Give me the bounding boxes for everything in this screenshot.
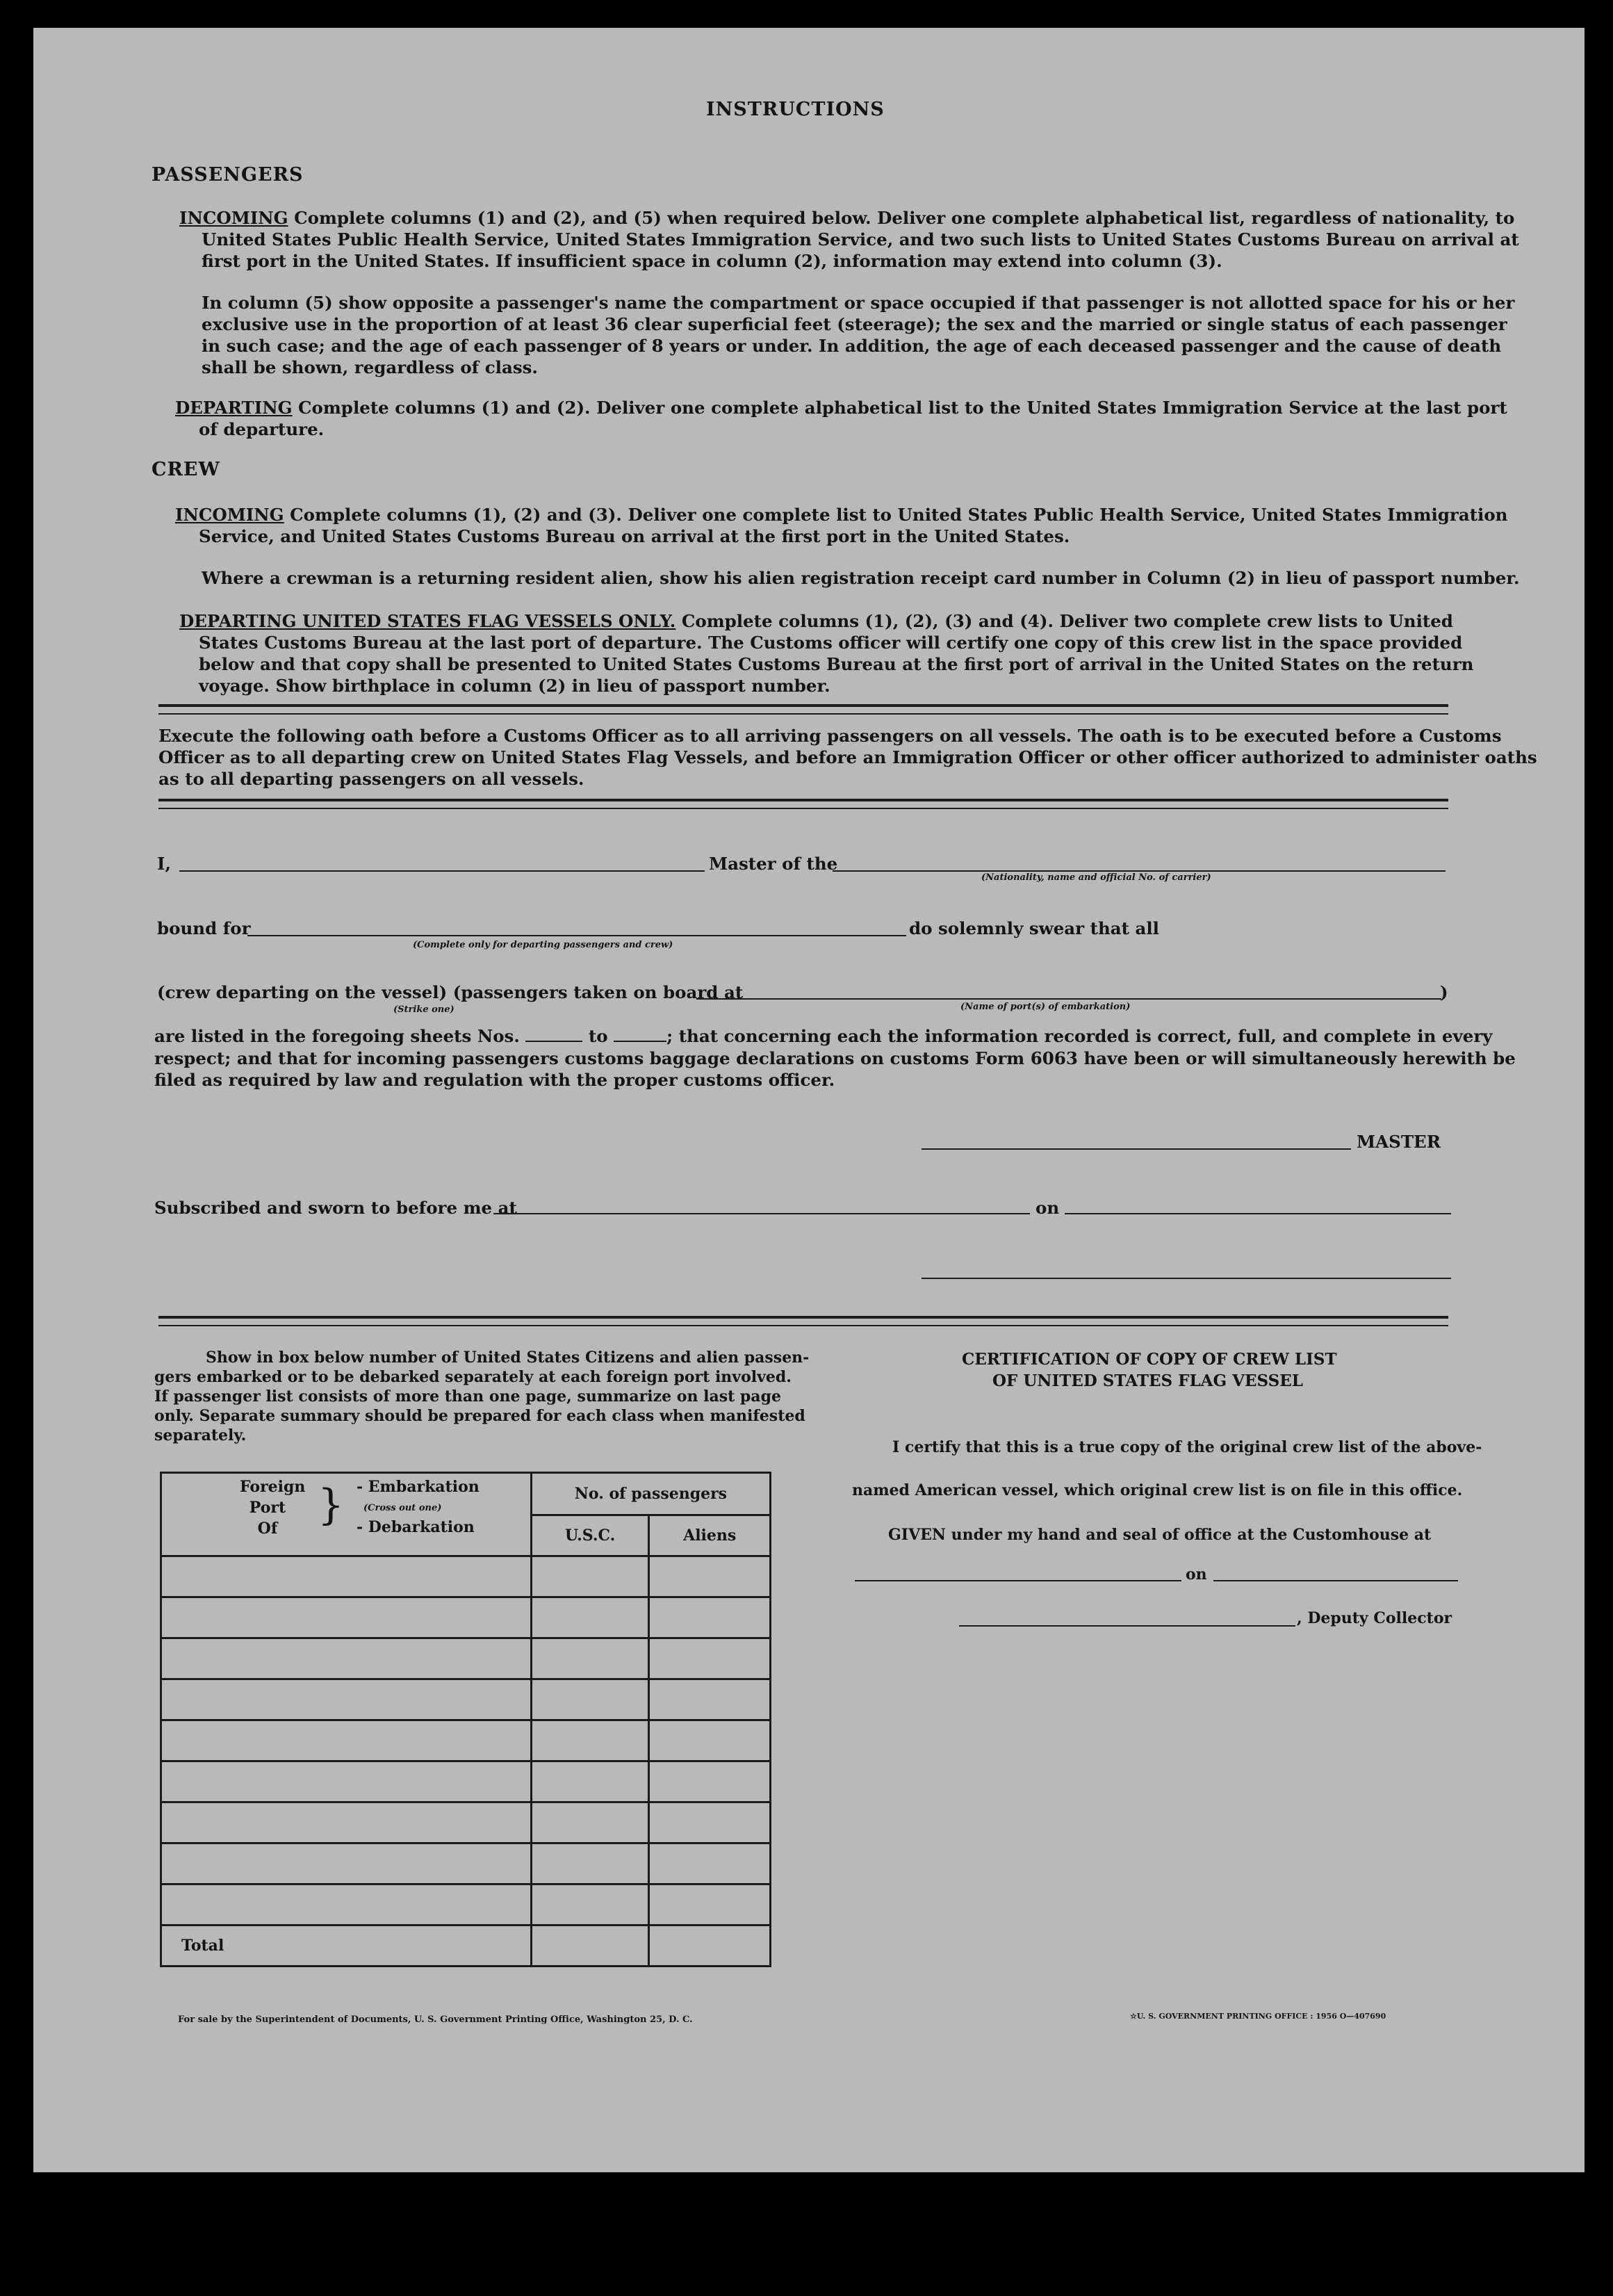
port-cell[interactable]	[161, 1638, 532, 1679]
passengers-heading: PASSENGERS	[152, 164, 304, 186]
passengers-incoming-label: INCOMING	[179, 208, 288, 228]
summary-intro-line-5: separately.	[154, 1426, 247, 1444]
summary-intro-line-2: gers embarked or to be debarked separately at each foreign port involved.	[154, 1368, 792, 1386]
given-line: GIVEN under my hand and seal of office at the Customhouse at	[888, 1526, 1432, 1544]
table-row	[161, 1720, 771, 1761]
close-paren: )	[1440, 982, 1448, 1002]
port-cell[interactable]	[161, 1597, 532, 1638]
of-label: Of	[257, 1520, 278, 1538]
footer-sale-note: For sale by the Superintendent of Documents, U. S. Government Printing Office, Washington 25, D. C.	[178, 2014, 693, 2025]
foreign-label: Foreign	[240, 1478, 306, 1496]
passengers-incoming-line-3: first port in the United States. If insufficient space in column (2), information may extend into column (3).	[202, 251, 1222, 271]
crew-departing-line-2: States Customs Bureau at the last port of departure. The Customs officer will certify one copy of this crew list in the space provided	[199, 633, 1463, 653]
aliens-cell[interactable]	[649, 1761, 771, 1802]
named-vessel-line: named American vessel, which original crew list is on file in this office.	[852, 1481, 1463, 1499]
port-cell[interactable]	[161, 1843, 532, 1884]
usc-cell[interactable]	[531, 1556, 649, 1597]
certification-on-label: on	[1186, 1565, 1207, 1583]
double-rule	[158, 704, 1448, 715]
no-of-passengers-header: No. of passengers	[531, 1473, 770, 1515]
certification-title-line-1: CERTIFICATION OF COPY OF CREW LIST	[962, 1350, 1337, 1369]
master-of-the-label: Master of the	[709, 854, 838, 874]
passengers-departing-line-2: of departure.	[199, 419, 325, 439]
usc-total-cell[interactable]	[531, 1925, 649, 1967]
usc-cell[interactable]	[531, 1679, 649, 1720]
oath-i-label: I,	[157, 854, 171, 874]
carrier-field[interactable]	[833, 870, 1446, 872]
crew-departing-line-4: voyage. Show birthplace in column (2) in lieu of passport number.	[199, 676, 830, 696]
customhouse-field[interactable]	[855, 1580, 1181, 1581]
brace-icon: }	[318, 1481, 345, 1529]
deputy-signature-field[interactable]	[959, 1625, 1295, 1627]
summary-intro-line-1: Show in box below number of United States Citizens and alien passen-	[206, 1349, 810, 1367]
bound-for-field[interactable]	[247, 935, 906, 936]
aliens-cell[interactable]	[649, 1720, 771, 1761]
port-cell[interactable]	[161, 1556, 532, 1597]
foreign-port-header	[161, 1473, 532, 1556]
sheet-from-field[interactable]	[525, 1041, 582, 1042]
port-label: Port	[249, 1499, 286, 1517]
table-row	[161, 1761, 771, 1802]
oath-instructions-line-2: Officer as to all departing crew on United States Flag Vessels, and before an Immigration Officer or other officer authorized to administer oaths	[158, 747, 1537, 767]
certification-title-line-2: OF UNITED STATES FLAG VESSEL	[992, 1371, 1303, 1390]
ports-caption: (Name of port(s) of embarkation)	[960, 1002, 1131, 1012]
certify-line: I certify that this is a true copy of the original crew list of the above-	[892, 1438, 1482, 1456]
sworn-date-field[interactable]	[1065, 1213, 1451, 1214]
aliens-cell[interactable]	[649, 1638, 771, 1679]
crew-incoming-line-2: Service, and United States Customs Bureau on arrival at the first port in the United States.	[199, 526, 1070, 546]
column5-line-4: shall be shown, regardless of class.	[202, 357, 538, 377]
double-rule	[158, 1316, 1448, 1326]
crew-departing-line-1: DEPARTING UNITED STATES FLAG VESSELS ONLY. Complete columns (1), (2), (3) and (4). Deliver two complete crew lists to United	[179, 611, 1453, 631]
aliens-cell[interactable]	[649, 1556, 771, 1597]
aliens-cell[interactable]	[649, 1597, 771, 1638]
usc-cell[interactable]	[531, 1597, 649, 1638]
deputy-collector-label: , Deputy Collector	[1297, 1609, 1452, 1627]
column5-line-2: exclusive use in the proportion of at least 36 clear superficial feet (steerage); the sex and the married or single status of each passenger	[202, 314, 1507, 334]
master-name-field[interactable]	[179, 870, 705, 872]
table-row	[161, 1884, 771, 1925]
crew-departing-line-3: below and that copy shall be presented to United States Customs Bureau at the first port of arrival in the United States on the return	[199, 654, 1474, 674]
strike-one-caption: (Strike one)	[393, 1004, 455, 1015]
crew-heading: CREW	[152, 459, 220, 480]
total-row	[161, 1925, 771, 1967]
filed-line: filed as required by law and regulation with the proper customs officer.	[154, 1070, 835, 1090]
usc-cell[interactable]	[531, 1638, 649, 1679]
aliens-header: Aliens	[649, 1515, 771, 1556]
swear-label: do solemnly swear that all	[909, 918, 1159, 938]
crew-incoming-line-1: INCOMING Complete columns (1), (2) and (3). Deliver one complete list to United States Public Health Service, United States Immigration	[175, 505, 1508, 525]
aliens-cell[interactable]	[649, 1884, 771, 1925]
crew-passengers-label: (crew departing on the vessel) (passengers taken on board at	[157, 982, 744, 1002]
passengers-departing-line-1: DEPARTING Complete columns (1) and (2). Deliver one complete alphabetical list to the United States Immigration Service at the last port	[175, 398, 1507, 418]
respect-line: respect; and that for incoming passengers customs baggage declarations on customs Form 6063 have been or will simultaneously herewith be	[154, 1048, 1516, 1068]
bound-for-label: bound for	[157, 918, 251, 938]
table-row	[161, 1638, 771, 1679]
port-cell[interactable]	[161, 1884, 532, 1925]
table-row	[161, 1802, 771, 1843]
passengers-incoming-line-2: United States Public Health Service, United States Immigration Service, and two such lists to United States Customs Bureau on arrival at	[202, 229, 1519, 250]
port-cell[interactable]	[161, 1802, 532, 1843]
table-row	[161, 1597, 771, 1638]
sheet-to-field[interactable]	[614, 1041, 666, 1042]
usc-cell[interactable]	[531, 1884, 649, 1925]
usc-cell[interactable]	[531, 1761, 649, 1802]
usc-cell[interactable]	[531, 1802, 649, 1843]
certification-date-field[interactable]	[1213, 1580, 1458, 1581]
sheets-line: are listed in the foregoing sheets Nos. to ; that concerning each the information recorded is correct, full, and complete in every	[154, 1026, 1493, 1046]
crew-departing-label: DEPARTING UNITED STATES FLAG VESSELS ONLY.	[179, 611, 676, 631]
usc-cell[interactable]	[531, 1720, 649, 1761]
master-signature-field[interactable]	[922, 1148, 1351, 1150]
subscribed-label: Subscribed and sworn to before me at	[154, 1198, 517, 1218]
master-label: MASTER	[1357, 1132, 1441, 1152]
passengers-incoming-line-1: INCOMING Complete columns (1) and (2), and (5) when required below. Deliver one complete alphabetical list, regardless of nationality, to	[179, 208, 1515, 228]
table-row	[161, 1556, 771, 1597]
usc-cell[interactable]	[531, 1843, 649, 1884]
summary-intro-line-4: only. Separate summary should be prepared for each class when manifested	[154, 1407, 805, 1425]
port-cell[interactable]	[161, 1720, 532, 1761]
column5-line-1: In column (5) show opposite a passenger's name the compartment or space occupied if that passenger is not allotted space for his or her	[202, 293, 1515, 313]
table-row	[161, 1843, 771, 1884]
crew-incoming-label: INCOMING	[175, 505, 284, 525]
column5-line-3: in such case; and the age of each passenger of 8 years or under. In addition, the age of each deceased passenger and the cause of death	[202, 336, 1502, 356]
total-label: Total	[161, 1925, 532, 1967]
bound-for-caption: (Complete only for departing passengers and crew)	[413, 940, 673, 950]
oath-instructions-line-3: as to all departing passengers on all vessels.	[158, 769, 584, 789]
table-row	[161, 1679, 771, 1720]
footer-printing-office: ☆U. S. GOVERNMENT PRINTING OFFICE : 1956 O—407690	[1130, 2012, 1386, 2021]
cross-out-caption: (Cross out one)	[363, 1503, 442, 1513]
ports-field[interactable]	[696, 998, 1441, 1000]
crew-returning-line: Where a crewman is a returning resident alien, show his alien registration receipt card number in Column (2) in lieu of passport number.	[202, 568, 1520, 588]
debarkation-label: - Debarkation	[357, 1518, 475, 1536]
aliens-cell[interactable]	[649, 1843, 771, 1884]
passengers-departing-label: DEPARTING	[175, 398, 293, 418]
page-title: INSTRUCTIONS	[706, 99, 885, 120]
usc-header: U.S.C.	[531, 1515, 649, 1556]
officer-signature-field[interactable]	[922, 1278, 1451, 1279]
sworn-place-field[interactable]	[493, 1213, 1030, 1214]
double-rule	[158, 799, 1448, 809]
aliens-cell[interactable]	[649, 1679, 771, 1720]
port-cell[interactable]	[161, 1679, 532, 1720]
passenger-summary-table	[160, 1472, 771, 1967]
carrier-caption: (Nationality, name and official No. of carrier)	[981, 872, 1211, 883]
port-cell[interactable]	[161, 1761, 532, 1802]
summary-intro-line-3: If passenger list consists of more than one page, summarize on last page	[154, 1387, 781, 1406]
embarkation-label: - Embarkation	[357, 1478, 480, 1496]
oath-instructions-line-1: Execute the following oath before a Customs Officer as to all arriving passengers on all vessels. The oath is to be executed before a Customs	[158, 726, 1502, 746]
sworn-on-label: on	[1035, 1198, 1060, 1218]
aliens-cell[interactable]	[649, 1802, 771, 1843]
aliens-total-cell[interactable]	[649, 1925, 771, 1967]
